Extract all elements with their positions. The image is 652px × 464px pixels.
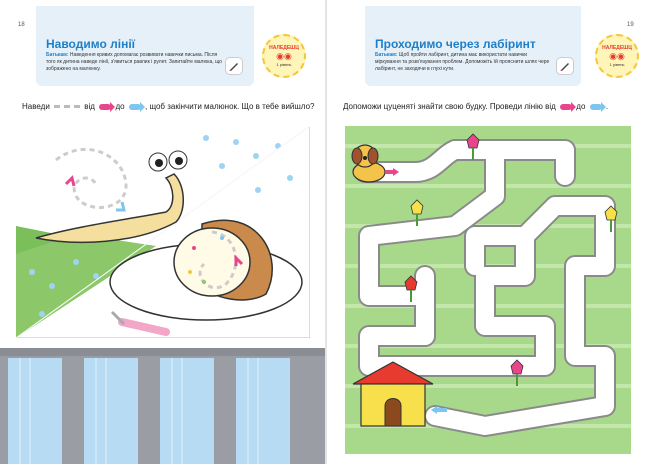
pencil-icon [226,58,242,74]
level-badge [262,34,306,78]
badge-title: НАЛЕДЕШЦ [269,45,299,51]
parent-note-label: Батькам: [46,52,69,58]
badge-title: НАЛЕДЕШЦ [602,45,632,51]
page-number: 19 [627,22,634,28]
owl-icon: ◉◉ [276,51,292,61]
maze [345,126,631,454]
parent-note-label: Батькам: [375,52,398,58]
instruction-part-2: до [576,102,586,111]
left-page [0,0,325,464]
window-background [0,348,325,464]
pink-arrow-icon [560,104,572,110]
instruction-part-3: . [605,102,609,111]
instruction-part-3: до [115,102,125,111]
page-title: Проходимо через лабіринт [375,37,536,51]
owl-icon: ◉◉ [609,51,625,61]
blue-arrow-icon [590,104,602,110]
level-badge [595,34,639,78]
badge-level: 1 рівень [276,62,292,67]
dashed-line-icon [54,105,80,108]
instruction-part-1: Допоможи цуценяті знайти свою будку. Проведи лінію від [343,102,556,111]
badge-level: 1 рівень [609,62,625,67]
page-title: Наводимо лінії [46,37,136,51]
blue-arrow-icon [129,104,141,110]
page-number: 18 [18,22,25,28]
parent-note-text: Наведення кривих допомагає розвивати навички письма. Після того як дитина наведе лінії, з'явиться равлик і рулет. Запитайте малюка, що зображено на малюнку. [46,52,222,72]
right-page [327,0,652,464]
tracing-picture [16,126,310,338]
instruction-part-4: , щоб закінчити малюнок. Що в тебе вийшло? [145,102,315,111]
instruction-part-2: від [84,102,95,111]
pencil-icon [557,58,573,74]
instruction-part-1: Наведи [22,102,50,111]
pink-arrow-icon [99,104,111,110]
parent-note [46,52,224,73]
parent-note [375,52,553,73]
instruction [22,102,314,111]
parent-note-text: Щоб пройти лабіринт, дитина має використати навички міркування та розв'язування проблем. Допоможіть їй прояснити шлях чере лабіринт, не заходячи в глухі кути. [375,52,550,72]
instruction [343,102,608,111]
